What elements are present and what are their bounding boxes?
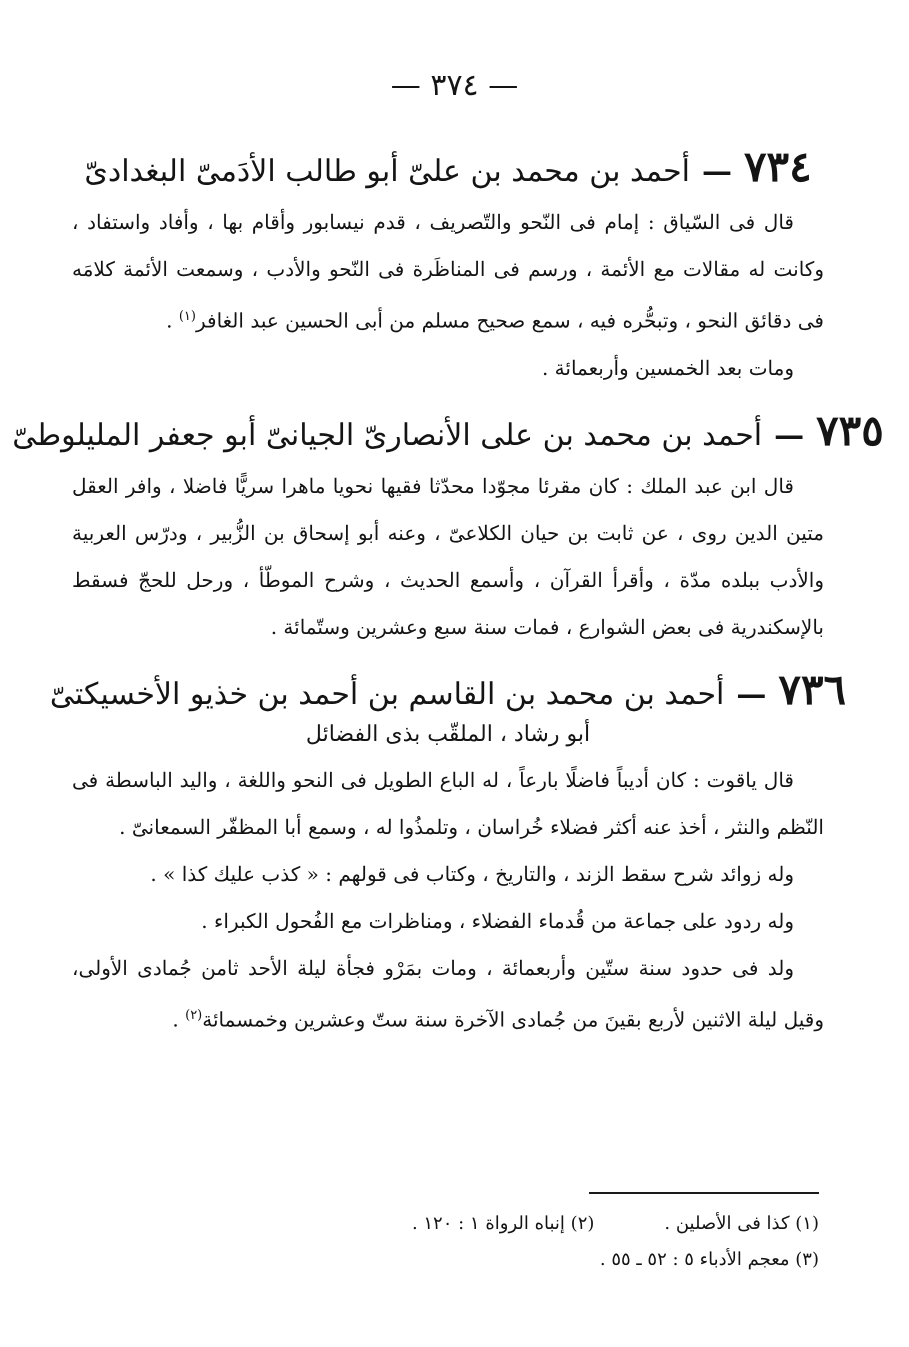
- entry-name: أحمد بن محمد بن علىّ أبو طالب الأدَمىّ البغدادىّ: [84, 154, 690, 189]
- entry-heading: [12, 405, 884, 455]
- footnote-2: (٢) إنباه الرواة ١ : ١٢٠ .: [411, 1213, 595, 1234]
- paragraph-text: قال فى السّياق : إمام فى النّحو والتّصريف ، قدم نيسابور وأقام بها ، وأفاد واستفاد ، وكانت له مقالات مع الأئمة ، ورسم فى المناظَرة فى النّحو والأدب ، وسمعت الأئمة كلامَه فى دقائق النحو ، وتبحُّره فيه ، سمع صحيح مسلم من أبى الحسين عبد الغافر: [72, 210, 824, 333]
- footnote-row: [119, 1206, 819, 1242]
- entries: [12, 128, 884, 1053]
- entry-736: [49, 664, 847, 1044]
- heading-dash: —: [774, 417, 805, 453]
- heading-dash: —: [736, 676, 767, 712]
- entry-number: ٧٣٥: [816, 405, 884, 455]
- entry-734: [72, 142, 824, 392]
- entry-heading: [49, 664, 847, 714]
- entry-number: ٧٣٤: [743, 142, 812, 191]
- footnote-1: (١) كذا فى الأصلين .: [664, 1213, 819, 1234]
- paragraph: قال ياقوت : كان أديباً فاضلًا بارعاً ، له الباع الطويل فى النحو واللغة ، واليد الباسطة فى النّظم والنثر ، أخذ عنه أكثر فضلاء خُراسان ، وتلمذُوا له ، وسمع أبا المظفّر السمعانىّ .: [72, 767, 824, 839]
- paragraph: وله زوائد شرح سقط الزند ، والتاريخ ، وكتاب فى قولهم : « كذب عليك كذا » .: [150, 861, 794, 886]
- entry-735: [12, 405, 884, 651]
- entry-name: أحمد بن محمد بن القاسم بن أحمد بن خذيو الأخسيكتىّ: [49, 676, 725, 712]
- footnotes: [119, 1206, 819, 1278]
- footnote-ref: (٢): [185, 1007, 203, 1023]
- footnote-ref: (١): [178, 309, 196, 324]
- paragraph: قال ابن عبد الملك : كان مقرئا مجوّدا محدّثا فقيها نحويا ماهرا سريًّا فاضلا ، وافر العقل متين الدين روى ، عن ثابت بن حيان الكلاعىّ ، وعنه أبو إسحاق بن الزُّبير ، ودرّس العربية والأدب ببلده مدّة ، وأقرأ القرآن ، وأسمع الحديث ، وشرح الموطّأ ، ورحل للحجّ فسقط بالإسكندرية فى بعض الشوارع ، فمات سنة سبع وعشرين وستّمائة .: [72, 473, 824, 639]
- entry-name: أحمد بن محمد بن على الأنصارىّ الجيانىّ أبو جعفر المليلوطىّ: [12, 417, 763, 453]
- entry-number: ٧٣٦: [778, 664, 847, 714]
- footnote-3: (٣) معجم الأدباء ٥ : ٥٢ ـ ٥٥ .: [599, 1249, 819, 1270]
- paragraph: قال فى السّياق : إمام فى النّحو والتّصريف ، قدم نيسابور وأقام بها ، وأفاد واستفاد ، وكانت له مقالات مع الأئمة ، ورسم فى المناظَرة فى النّحو والأدب ، وسمعت الأئمة كلامَه فى دقائق النحو ، وتبحُّره فيه ، سمع صحيح مسلم من أبى الحسين عبد الغافر$^{(١)}$ .: [72, 210, 824, 333]
- footnote-divider: [589, 1192, 819, 1194]
- paragraph: ولد فى حدود سنة ستّين وأربعمائة ، ومات بمَرْو فجأة ليلة الأحد ثامن جُمادى الأولى، وقيل ليلة الاثنين لأربع بقينَ من جُمادى الآخرة سنة ستّ وعشرين وخمسمائة$^{(٢)}$ .: [72, 955, 824, 1032]
- entry-heading: [72, 142, 824, 191]
- footnote-row: [119, 1242, 819, 1278]
- paragraph: وله ردود على جماعة من قُدماء الفضلاء ، ومناظرات مع الفُحول الكبراء .: [201, 908, 794, 933]
- paragraph-text: ولد فى حدود سنة ستّين وأربعمائة ، ومات بمَرْو فجأة ليلة الأحد ثامن جُمادى الأولى، وقيل ليلة الاثنين لأربع بقينَ من جُمادى الآخرة سنة ستّ وعشرين وخمسمائة: [72, 955, 824, 1032]
- page-number: — ٣٧٤ —: [390, 68, 519, 103]
- heading-dash: —: [701, 154, 732, 189]
- entry-subheading: أبو رشاد ، الملقّب بذى الفضائل: [305, 721, 591, 747]
- paragraph: ومات بعد الخمسين وأربعمائة .: [541, 355, 794, 380]
